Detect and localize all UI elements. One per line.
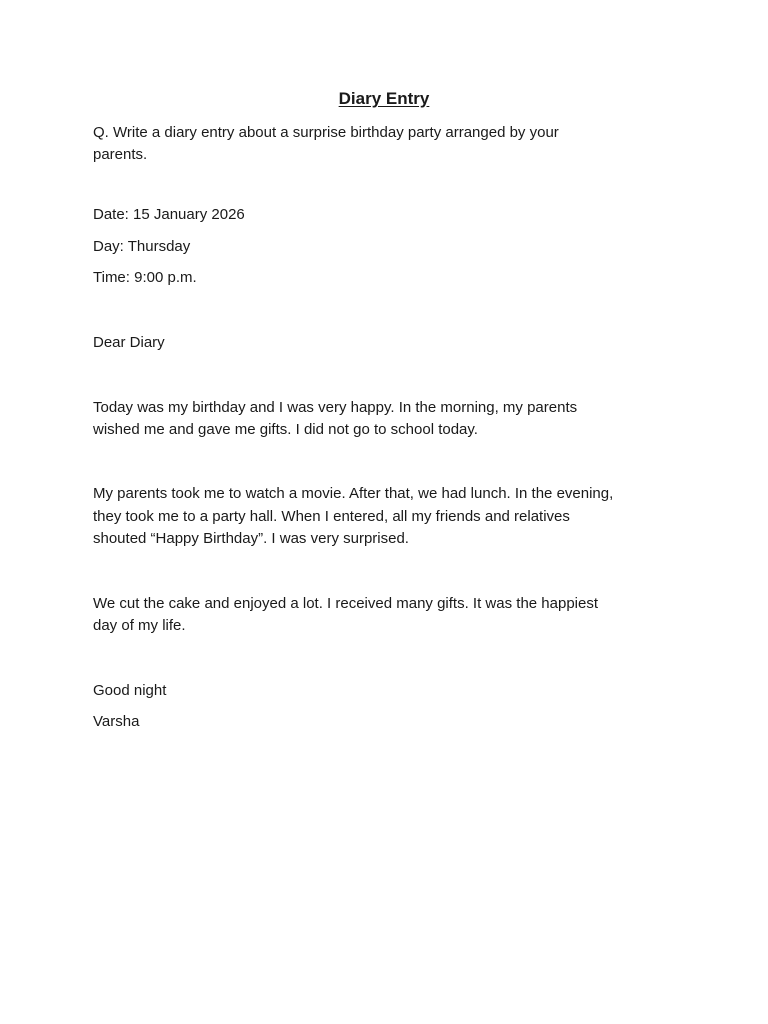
question-line-1: Q. Write a diary entry about a surprise birthday party arranged by your bbox=[93, 124, 559, 141]
time-line: Time: 9:00 p.m. bbox=[93, 269, 197, 286]
paragraph-1-line-2: wished me and gave me gifts. I did not go to school today. bbox=[93, 421, 478, 438]
day-line: Day: Thursday bbox=[93, 238, 191, 255]
salutation: Dear Diary bbox=[93, 334, 165, 351]
question-line-2: parents. bbox=[93, 146, 148, 163]
date-line: Date: 15 January 2026 bbox=[93, 206, 245, 223]
paragraph-3-line-1: We cut the cake and enjoyed a lot. I received many gifts. It was the happiest bbox=[93, 595, 599, 612]
paragraph-2-line-2: they took me to a party hall. When I entered, all my friends and relatives bbox=[93, 508, 570, 525]
signature-line: Varsha bbox=[93, 713, 140, 730]
paragraph-2-line-3: shouted “Happy Birthday”. I was very surprised. bbox=[93, 530, 409, 547]
document-title: Diary Entry bbox=[338, 89, 430, 108]
closing-line: Good night bbox=[93, 682, 167, 699]
paragraph-3-line-2: day of my life. bbox=[93, 617, 186, 634]
paragraph-2-line-1: My parents took me to watch a movie. After that, we had lunch. In the evening, bbox=[93, 485, 614, 502]
paragraph-1-line-1: Today was my birthday and I was very happy. In the morning, my parents bbox=[93, 399, 578, 416]
